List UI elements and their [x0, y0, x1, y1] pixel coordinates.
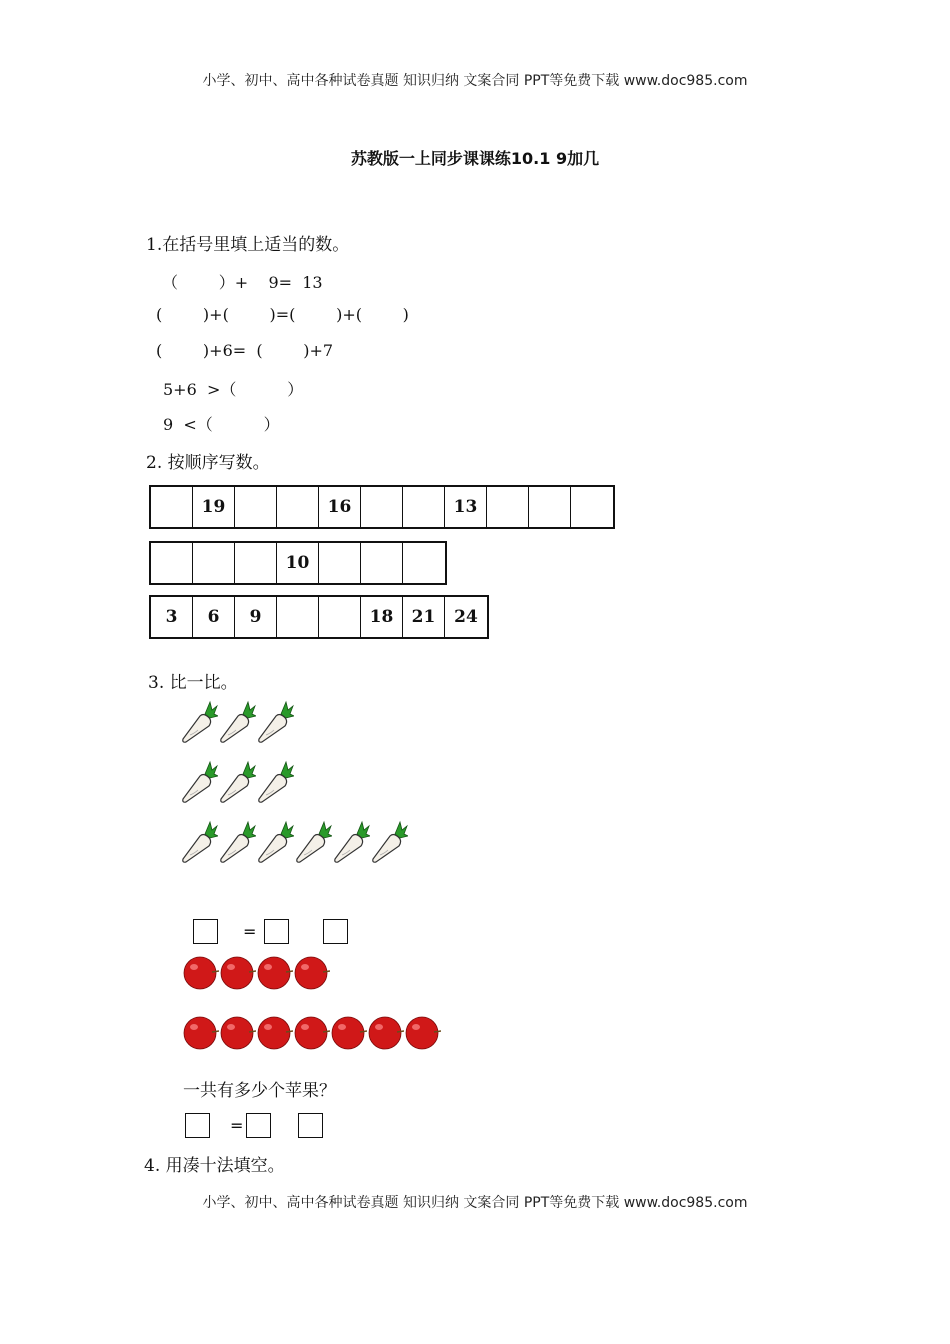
apple-question: 一共有多少个苹果？ [183, 1081, 336, 1101]
radish-icon [256, 760, 294, 804]
blank-cell[interactable] [403, 543, 445, 583]
number-cell: 21 [403, 597, 445, 637]
answer-box[interactable] [323, 919, 348, 944]
answer-box[interactable] [185, 1113, 210, 1138]
apple-icon [219, 1014, 256, 1051]
apple-icon [219, 954, 256, 991]
radish-icon [180, 700, 218, 744]
q1-line-5: 9 <（ ） [163, 415, 280, 434]
apple-row-2 [182, 1014, 441, 1051]
radish-row-2 [180, 760, 294, 804]
q1-heading: 1.在括号里填上适当的数。 [146, 235, 350, 255]
radish-row-1 [180, 700, 294, 744]
page-title: 苏教版一上同步课课练10.1 9加几 [350, 149, 600, 168]
number-strip-3 [149, 595, 489, 639]
answer-box[interactable] [246, 1113, 271, 1138]
apple-icon [182, 954, 219, 991]
apple-icon [293, 954, 330, 991]
radish-icon [256, 700, 294, 744]
blank-cell[interactable] [403, 487, 445, 527]
number-strip-1 [149, 485, 615, 529]
q4-heading: 4. 用凑十法填空。 [144, 1156, 285, 1176]
blank-cell[interactable] [487, 487, 529, 527]
radish-icon [370, 820, 408, 864]
blank-cell[interactable] [529, 487, 571, 527]
answer-box[interactable] [193, 919, 218, 944]
apple-icon [256, 954, 293, 991]
q3-heading: 3. 比一比。 [148, 673, 238, 693]
apple-icon [293, 1014, 330, 1051]
apple-icon [404, 1014, 441, 1051]
blank-cell[interactable] [277, 597, 319, 637]
number-strip-2 [149, 541, 447, 585]
apple-icon [182, 1014, 219, 1051]
blank-cell[interactable] [151, 487, 193, 527]
radish-icon [218, 700, 256, 744]
q1-line-1: （ ）+ 9= 13 [162, 273, 323, 292]
q1-line-4: 5+6 >（ ） [163, 380, 304, 399]
apple-icon [367, 1014, 404, 1051]
q1-line-2: ( )+( )=( )+( ) [156, 305, 409, 324]
radish-icon [332, 820, 370, 864]
blank-cell[interactable] [361, 487, 403, 527]
number-cell: 10 [277, 543, 319, 583]
q2-heading: 2. 按顺序写数。 [146, 453, 270, 473]
equals-sign: = [243, 922, 257, 941]
number-cell: 3 [151, 597, 193, 637]
number-cell: 13 [445, 487, 487, 527]
radish-icon [256, 820, 294, 864]
number-cell: 6 [193, 597, 235, 637]
blank-cell[interactable] [235, 543, 277, 583]
blank-cell[interactable] [193, 543, 235, 583]
radish-icon [294, 820, 332, 864]
number-cell: 19 [193, 487, 235, 527]
blank-cell[interactable] [319, 597, 361, 637]
apple-icon [256, 1014, 293, 1051]
radish-icon [218, 820, 256, 864]
radish-icon [180, 760, 218, 804]
blank-cell[interactable] [361, 543, 403, 583]
number-cell: 24 [454, 607, 478, 627]
blank-cell[interactable] [277, 487, 319, 527]
radish-icon [180, 820, 218, 864]
number-cell: 16 [319, 487, 361, 527]
answer-box[interactable] [298, 1113, 323, 1138]
number-cell: 9 [235, 597, 277, 637]
answer-box[interactable] [264, 919, 289, 944]
page-header: 小学、初中、高中各种试卷真题 知识归纳 文案合同 PPT等免费下载 www.doc985.com [202, 73, 748, 89]
equals-sign: = [230, 1116, 244, 1135]
blank-cell[interactable] [319, 543, 361, 583]
blank-cell[interactable] [151, 543, 193, 583]
q1-line-3: ( )+6= ( )+7 [156, 341, 334, 360]
apple-row-1 [182, 954, 330, 991]
page-footer: 小学、初中、高中各种试卷真题 知识归纳 文案合同 PPT等免费下载 www.doc985.com [202, 1195, 748, 1211]
apple-icon [330, 1014, 367, 1051]
radish-icon [218, 760, 256, 804]
blank-cell[interactable] [571, 487, 613, 527]
blank-cell[interactable] [235, 487, 277, 527]
radish-row-3 [180, 820, 408, 864]
number-cell: 18 [361, 597, 403, 637]
